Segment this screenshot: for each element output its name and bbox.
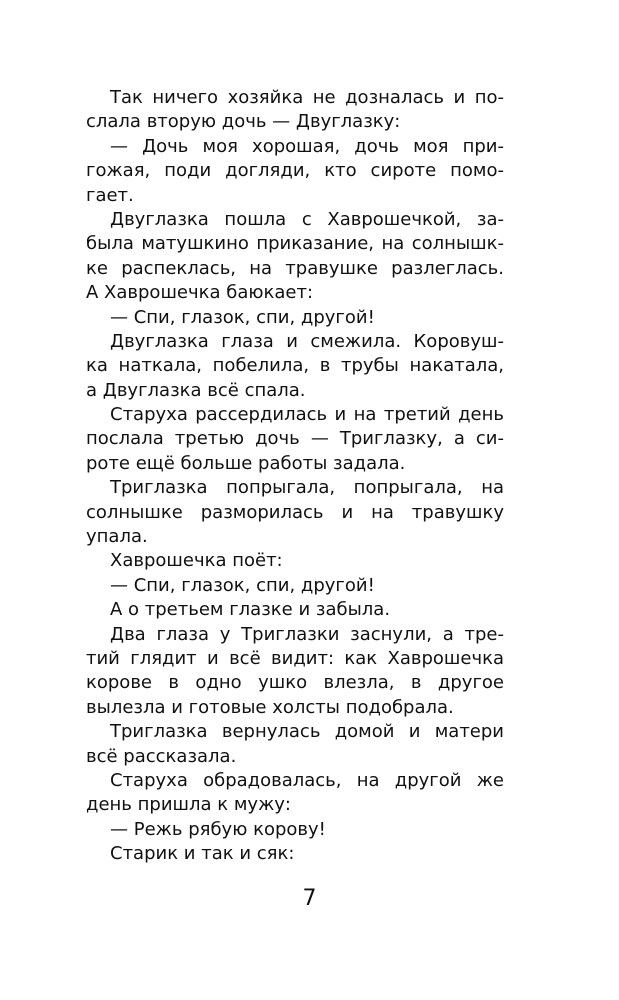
paragraph [86, 842, 504, 866]
text-line: была матушкино приказание, на солнышк- [86, 233, 504, 255]
paragraph [86, 574, 504, 598]
text-line: Двуглазка пошла с Хаврошечкой, за- [110, 208, 504, 230]
paragraph [86, 549, 504, 573]
text-line: ке распеклась, на травушке разлеглась. [86, 257, 504, 279]
paragraph [86, 403, 504, 476]
page-body [86, 86, 504, 867]
text-line: солнышке разморилась и на травушку [86, 501, 504, 523]
text-line: ка наткала, побелила, в трубы накатала, [86, 355, 504, 377]
paragraph [86, 330, 504, 403]
paragraph [86, 598, 504, 622]
text-line: — Режь рябую корову! [110, 818, 326, 840]
text-line: Триглазка вернулась домой и матери [110, 721, 504, 743]
text-line: — Дочь моя хорошая, дочь моя при- [110, 135, 504, 157]
text-line: — Спи, глазок, спи, другой! [110, 306, 375, 328]
text-line: упала. [86, 526, 148, 548]
paragraph [86, 818, 504, 842]
text-line: А о третьем глазке и забыла. [110, 599, 391, 621]
text-line: вылезла и готовые холсты подобрала. [86, 696, 454, 718]
text-line: А Хаврошечка баюкает: [86, 282, 314, 304]
paragraph [86, 135, 504, 208]
paragraph [86, 208, 504, 306]
text-line: Старик и так и сяк: [110, 843, 295, 865]
text-line: — Спи, глазок, спи, другой! [110, 574, 375, 596]
paragraph [86, 306, 504, 330]
text-line: Двуглазка глаза и смежила. Коровуш- [110, 330, 504, 352]
text-line: Два глаза у Триглазки заснули, а тре- [110, 623, 504, 645]
text-line: тий глядит и всё видит: как Хаврошечка [86, 647, 504, 669]
text-line: гает. [86, 184, 134, 206]
text-line: Старуха обрадовалась, на другой же [110, 769, 504, 791]
paragraph [86, 769, 504, 818]
text-line: а Двуглазка всё спала. [86, 379, 306, 401]
text-line: всё рассказала. [86, 745, 237, 767]
paragraph [86, 720, 504, 769]
text-line: слала вторую дочь — Двуглазку: [86, 111, 401, 133]
page-number: 7 [302, 886, 317, 911]
text-line: Так ничего хозяйка не дозналась и по- [110, 87, 504, 108]
text-line: Триглазка попрыгала, попрыгала, на [110, 477, 504, 499]
text-line: Хаврошечка поёт: [110, 550, 283, 572]
text-line: послала третью дочь — Триглазку, а си- [86, 428, 504, 450]
paragraph [86, 86, 504, 135]
text-line: Старуха рассердилась и на третий день [110, 404, 504, 426]
text-line: гожая, поди догляди, кто сироте помо- [86, 160, 504, 182]
text-line: день пришла к мужу: [86, 794, 291, 816]
paragraph [86, 476, 504, 549]
paragraph [86, 623, 504, 721]
text-line: роте ещё больше работы задала. [86, 452, 406, 474]
text-line: корове в одно ушко влезла, в другое [86, 672, 504, 694]
